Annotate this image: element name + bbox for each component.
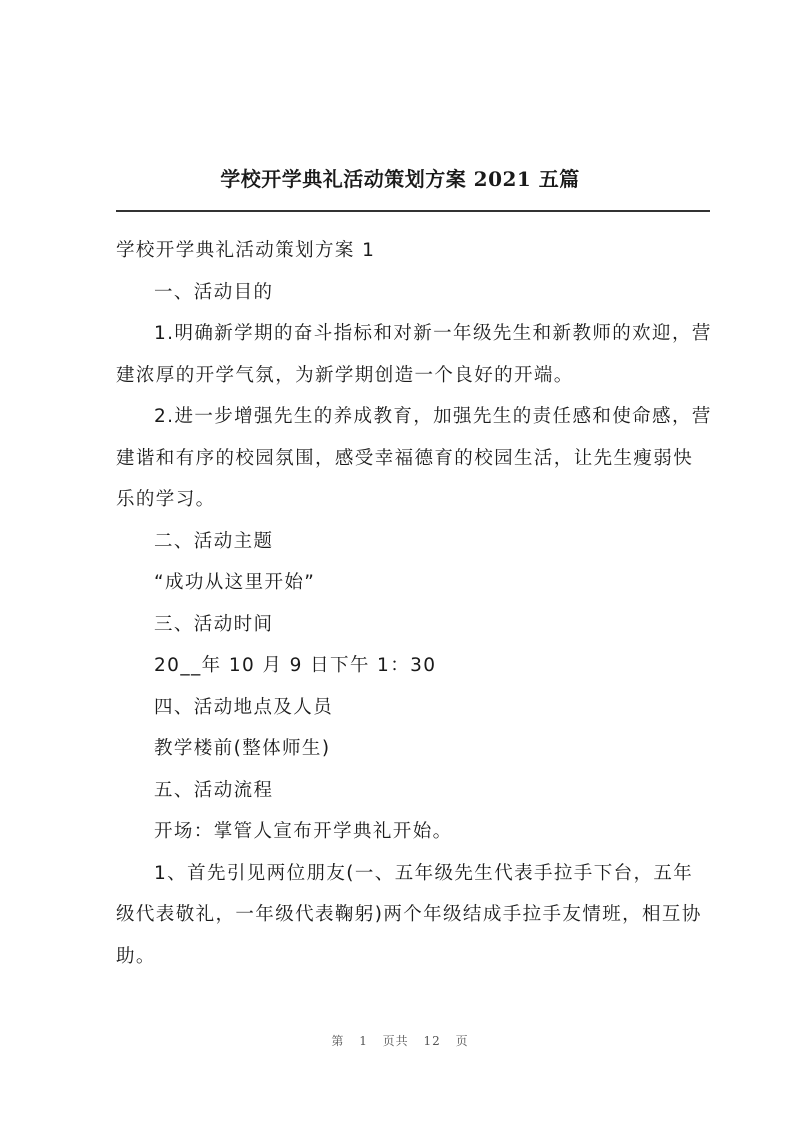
document-title: 学校开学典礼活动策划方案 2021 五篇: [220, 167, 580, 191]
paragraph: 二、活动主题: [154, 530, 274, 552]
footer-suffix: 页: [455, 1034, 469, 1048]
paragraph: 一、活动目的: [154, 281, 274, 303]
paragraph: 四、活动地点及人员: [154, 696, 334, 718]
footer-page-number: 1: [359, 1034, 368, 1048]
paragraph: 教学楼前(整体师生): [154, 738, 331, 759]
document-body: [116, 230, 712, 977]
paragraph: 1、首先引见两位朋友(一、五年级先生代表手拉手下台，五年级代表敬礼，一年级代表鞠躬)两个年级结成手拉手友情班，相互协助。: [116, 862, 702, 967]
paragraph: 五、活动流程: [154, 779, 274, 801]
paragraph: 20__年 10 月 9 日下午 1：30: [154, 655, 437, 676]
footer-prefix: 第: [331, 1034, 345, 1048]
section-heading: 学校开学典礼活动策划方案 1: [116, 240, 376, 261]
paragraph: “成功从这里开始”: [154, 572, 316, 593]
page-footer: [0, 1032, 800, 1049]
paragraph: 三、活动时间: [154, 613, 274, 635]
paragraph: 1.明确新学期的奋斗指标和对新一年级先生和新教师的欢迎，营建浓厚的开学气氛，为新学期创造一个良好的开端。: [116, 323, 712, 386]
footer-total-pages: 12: [423, 1034, 441, 1048]
footer-middle: 页共: [382, 1034, 409, 1048]
paragraph: 开场：掌管人宣布开学典礼开始。: [154, 821, 453, 842]
title-underline: [116, 210, 710, 212]
paragraph: 2.进一步增强先生的养成教育，加强先生的责任感和使命感，营建谐和有序的校园氛围，感受幸福德育的校园生活，让先生瘦弱快乐的学习。: [116, 406, 712, 510]
